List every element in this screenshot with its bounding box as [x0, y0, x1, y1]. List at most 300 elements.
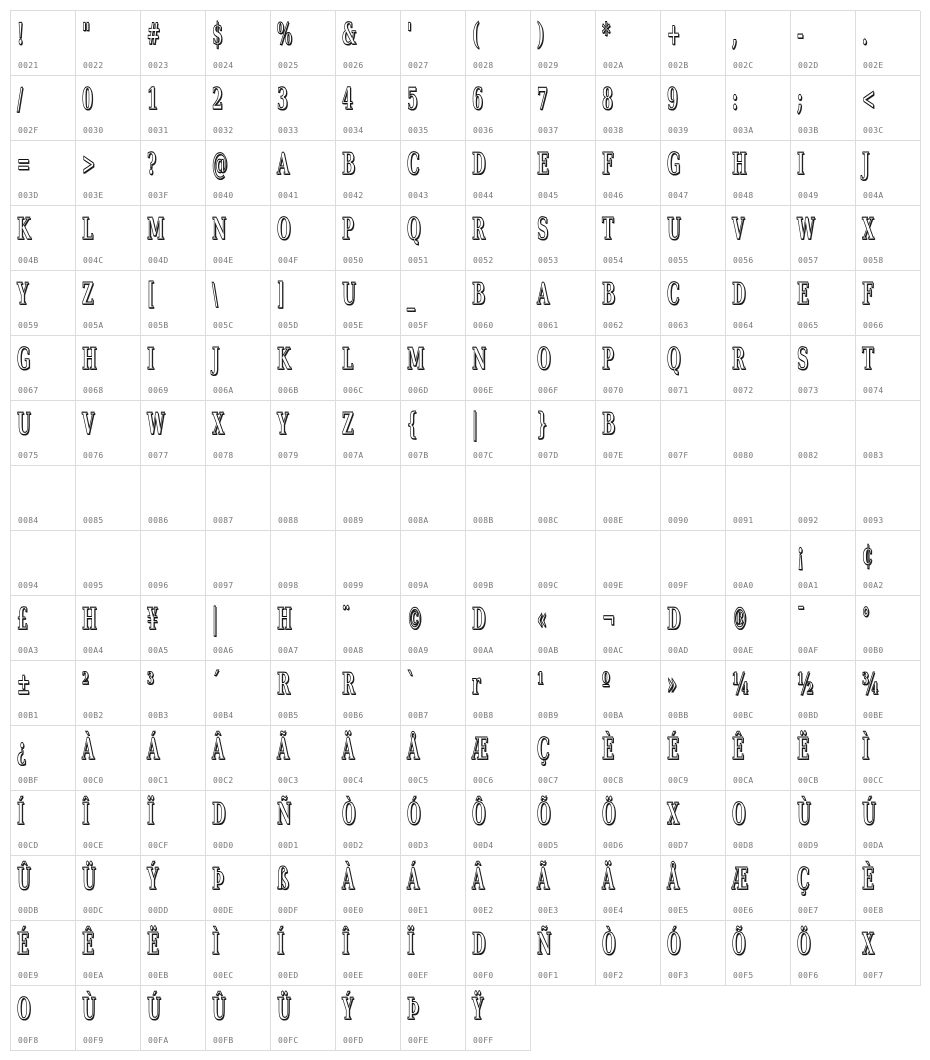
glyph-cell	[531, 466, 596, 531]
glyph-cell	[141, 921, 206, 986]
glyph-preview: É	[17, 927, 29, 962]
glyph-preview: Ò	[602, 927, 616, 962]
glyph-preview	[277, 533, 298, 579]
glyph-code-label: 00B5	[278, 711, 299, 720]
glyph-cell	[856, 531, 921, 596]
glyph-cell	[661, 401, 726, 466]
glyph-preview: &	[342, 17, 357, 52]
glyph-code-label: 0039	[668, 126, 689, 135]
glyph-preview: 4	[342, 82, 353, 117]
glyph-code-label: 00D2	[343, 841, 364, 850]
glyph-cell	[11, 726, 76, 791]
glyph-cell	[76, 336, 141, 401]
glyph-preview: Ý	[342, 992, 354, 1027]
glyph-cell	[141, 791, 206, 856]
glyph-preview: ´	[212, 667, 220, 702]
glyph-code-label: 0025	[278, 61, 299, 70]
glyph-preview: H	[277, 602, 292, 637]
glyph-code-label: 00A4	[83, 646, 104, 655]
glyph-code-label: 0079	[278, 451, 299, 460]
glyph-cell	[271, 661, 336, 726]
glyph-preview: À	[342, 862, 355, 897]
glyph-preview: ¥	[147, 602, 158, 637]
glyph-preview: O	[277, 212, 291, 247]
glyph-code-label: 0041	[278, 191, 299, 200]
glyph-preview: 2	[212, 82, 223, 117]
glyph-cell	[76, 141, 141, 206]
glyph-cell	[596, 206, 661, 271]
glyph-cell	[141, 596, 206, 661]
glyph-cell	[76, 726, 141, 791]
glyph-cell	[466, 596, 531, 661]
glyph-cell	[271, 921, 336, 986]
glyph-cell	[466, 336, 531, 401]
glyph-code-label: 00AB	[538, 646, 559, 655]
glyph-cell	[11, 986, 76, 1051]
glyph-code-label: 00A8	[343, 646, 364, 655]
glyph-code-label: 00FA	[148, 1036, 169, 1045]
glyph-code-label: 0043	[408, 191, 429, 200]
glyph-preview	[797, 468, 818, 514]
glyph-code-label: 009C	[538, 581, 559, 590]
glyph-preview: O	[732, 797, 746, 832]
glyph-cell	[791, 206, 856, 271]
glyph-cell	[141, 466, 206, 531]
glyph-preview: P	[602, 342, 614, 377]
glyph-cell	[466, 531, 531, 596]
glyph-code-label: 00FC	[278, 1036, 299, 1045]
glyph-preview	[147, 533, 168, 579]
glyph-code-label: 0083	[863, 451, 884, 460]
glyph-preview: Ë	[147, 927, 159, 962]
glyph-code-label: 0057	[798, 256, 819, 265]
glyph-code-label: 00AF	[798, 646, 819, 655]
glyph-code-label: 0046	[603, 191, 624, 200]
glyph-code-label: 00DA	[863, 841, 884, 850]
glyph-preview: Ã	[277, 732, 290, 767]
glyph-preview: U	[342, 277, 356, 312]
glyph-cell	[11, 141, 76, 206]
glyph-cell	[726, 466, 791, 531]
glyph-cell	[206, 661, 271, 726]
glyph-code-label: 003F	[148, 191, 169, 200]
glyph-preview: R	[472, 212, 485, 247]
glyph-code-label: 009B	[473, 581, 494, 590]
glyph-code-label: 002D	[798, 61, 819, 70]
glyph-code-label: 00AA	[473, 646, 494, 655]
glyph-cell	[791, 336, 856, 401]
glyph-code-label: 00B6	[343, 711, 364, 720]
glyph-code-label: 00C3	[278, 776, 299, 785]
glyph-cell	[596, 401, 661, 466]
glyph-cell	[76, 986, 141, 1051]
glyph-preview: J	[212, 342, 220, 377]
glyph-cell	[336, 596, 401, 661]
glyph-code-label: 004E	[213, 256, 234, 265]
glyph-cell	[141, 856, 206, 921]
glyph-preview: F	[602, 147, 614, 182]
glyph-code-label: 0073	[798, 386, 819, 395]
glyph-code-label: 0063	[668, 321, 689, 330]
glyph-cell	[661, 76, 726, 141]
glyph-cell	[791, 856, 856, 921]
glyph-cell	[791, 531, 856, 596]
glyph-cell	[726, 271, 791, 336]
glyph-preview: Û	[212, 992, 226, 1027]
glyph-code-label: 00C9	[668, 776, 689, 785]
glyph-cell	[726, 141, 791, 206]
glyph-code-label: 0048	[733, 191, 754, 200]
glyph-cell	[401, 271, 466, 336]
glyph-code-label: 0037	[538, 126, 559, 135]
glyph-code-label: 0069	[148, 386, 169, 395]
glyph-code-label: 004C	[83, 256, 104, 265]
glyph-preview: X	[862, 927, 875, 962]
glyph-cell	[11, 661, 76, 726]
glyph-cell	[271, 466, 336, 531]
glyph-code-label: 0066	[863, 321, 884, 330]
glyph-code-label: 00F9	[83, 1036, 104, 1045]
glyph-code-label: 0088	[278, 516, 299, 525]
glyph-preview	[537, 468, 558, 514]
glyph-code-label: 0089	[343, 516, 364, 525]
glyph-cell	[76, 596, 141, 661]
glyph-preview	[342, 533, 363, 579]
glyph-cell	[791, 76, 856, 141]
glyph-cell	[726, 856, 791, 921]
glyph-cell	[206, 986, 271, 1051]
glyph-preview: A	[537, 277, 550, 312]
glyph-cell	[336, 466, 401, 531]
glyph-code-label: 0067	[18, 386, 39, 395]
glyph-preview	[732, 403, 753, 449]
glyph-code-label: 00DE	[213, 906, 234, 915]
glyph-preview: É	[667, 732, 679, 767]
glyph-preview: <	[862, 82, 876, 117]
glyph-cell	[531, 206, 596, 271]
glyph-preview: P	[342, 212, 354, 247]
glyph-cell	[661, 466, 726, 531]
glyph-cell	[596, 141, 661, 206]
glyph-preview: @	[212, 147, 228, 182]
glyph-code-label: 003D	[18, 191, 39, 200]
glyph-cell	[141, 141, 206, 206]
glyph-preview	[147, 468, 168, 514]
glyph-preview: #	[147, 17, 161, 52]
glyph-cell	[856, 76, 921, 141]
glyph-code-label: 00AD	[668, 646, 689, 655]
glyph-cell	[336, 401, 401, 466]
glyph-code-label: 0028	[473, 61, 494, 70]
glyph-cell	[596, 531, 661, 596]
glyph-cell	[76, 531, 141, 596]
glyph-cell	[206, 401, 271, 466]
glyph-code-label: 0097	[213, 581, 234, 590]
glyph-cell	[271, 401, 336, 466]
glyph-code-label: 00D0	[213, 841, 234, 850]
glyph-preview	[732, 533, 753, 579]
glyph-preview: ¢	[862, 537, 873, 572]
glyph-preview: ]	[277, 277, 285, 312]
glyph-preview: Þ	[212, 862, 224, 897]
glyph-preview: Ô	[472, 797, 486, 832]
glyph-preview: X	[212, 407, 225, 442]
glyph-code-label: 00D6	[603, 841, 624, 850]
glyph-preview: »	[667, 667, 677, 702]
glyph-preview: 9	[667, 82, 678, 117]
glyph-cell	[856, 401, 921, 466]
glyph-cell	[206, 76, 271, 141]
glyph-cell	[661, 141, 726, 206]
glyph-code-label: 0078	[213, 451, 234, 460]
glyph-code-label: 006F	[538, 386, 559, 395]
glyph-code-label: 0038	[603, 126, 624, 135]
glyph-preview: [	[147, 277, 155, 312]
glyph-cell	[531, 856, 596, 921]
glyph-cell	[11, 791, 76, 856]
glyph-code-label: 0051	[408, 256, 429, 265]
glyph-preview: S	[797, 342, 809, 377]
glyph-preview: Æ	[732, 862, 749, 897]
glyph-code-label: 007E	[603, 451, 624, 460]
glyph-preview: B	[342, 147, 356, 182]
glyph-cell	[206, 856, 271, 921]
glyph-cell	[466, 726, 531, 791]
glyph-cell	[336, 531, 401, 596]
glyph-cell	[206, 11, 271, 76]
glyph-cell	[466, 76, 531, 141]
glyph-cell	[76, 206, 141, 271]
glyph-preview: Ö	[602, 797, 616, 832]
glyph-cell	[661, 726, 726, 791]
glyph-preview: Ä	[602, 862, 615, 897]
glyph-preview: Å	[667, 862, 680, 897]
glyph-code-label: 00BB	[668, 711, 689, 720]
glyph-code-label: 005F	[408, 321, 429, 330]
glyph-code-label: 00B4	[213, 711, 234, 720]
glyph-code-label: 0082	[798, 451, 819, 460]
glyph-code-label: 00D3	[408, 841, 429, 850]
glyph-preview: M	[407, 342, 425, 377]
glyph-cell	[726, 401, 791, 466]
glyph-preview: Ê	[82, 927, 94, 962]
glyph-grid	[10, 10, 920, 1051]
glyph-cell	[661, 596, 726, 661]
glyph-code-label: 0091	[733, 516, 754, 525]
glyph-preview	[667, 403, 688, 449]
glyph-code-label: 00E8	[863, 906, 884, 915]
glyph-preview: Í	[17, 797, 25, 832]
glyph-preview: Õ	[732, 927, 746, 962]
glyph-cell	[336, 791, 401, 856]
glyph-code-label: 0061	[538, 321, 559, 330]
glyph-preview: ³	[147, 667, 154, 702]
glyph-code-label: 0098	[278, 581, 299, 590]
glyph-preview: D	[667, 602, 681, 637]
glyph-code-label: 006B	[278, 386, 299, 395]
glyph-cell	[596, 791, 661, 856]
glyph-code-label: 00AE	[733, 646, 754, 655]
glyph-cell	[76, 856, 141, 921]
glyph-code-label: 0056	[733, 256, 754, 265]
glyph-code-label: 00A1	[798, 581, 819, 590]
glyph-cell	[856, 596, 921, 661]
glyph-code-label: 002A	[603, 61, 624, 70]
glyph-preview: N	[472, 342, 487, 377]
glyph-preview: 3	[277, 82, 288, 117]
glyph-preview: Õ	[537, 797, 551, 832]
glyph-cell	[466, 856, 531, 921]
glyph-preview: Æ	[472, 732, 489, 767]
glyph-preview: Z	[82, 277, 94, 312]
glyph-cell	[401, 726, 466, 791]
glyph-preview: R	[342, 667, 355, 702]
glyph-preview: S	[537, 212, 549, 247]
glyph-cell	[531, 271, 596, 336]
glyph-cell	[271, 271, 336, 336]
glyph-cell	[466, 466, 531, 531]
glyph-code-label: 00E4	[603, 906, 624, 915]
glyph-cell	[596, 596, 661, 661]
glyph-preview	[17, 468, 38, 514]
glyph-preview: Î	[82, 797, 90, 832]
glyph-cell	[76, 11, 141, 76]
glyph-code-label: 007F	[668, 451, 689, 460]
glyph-preview: H	[82, 342, 97, 377]
glyph-cell	[206, 531, 271, 596]
glyph-preview: D	[212, 797, 226, 832]
glyph-code-label: 0058	[863, 256, 884, 265]
glyph-code-label: 00A3	[18, 646, 39, 655]
glyph-preview: E	[537, 147, 549, 182]
glyph-cell	[76, 401, 141, 466]
glyph-cell	[401, 76, 466, 141]
glyph-code-label: 00B9	[538, 711, 559, 720]
glyph-cell	[141, 726, 206, 791]
glyph-cell	[336, 141, 401, 206]
glyph-code-label: 00BD	[798, 711, 819, 720]
glyph-cell	[856, 466, 921, 531]
glyph-code-label: 0044	[473, 191, 494, 200]
glyph-preview	[277, 468, 298, 514]
glyph-cell	[466, 986, 531, 1051]
glyph-code-label: 0050	[343, 256, 364, 265]
glyph-code-label: 004A	[863, 191, 884, 200]
glyph-preview: U	[17, 407, 31, 442]
glyph-preview: £	[17, 602, 28, 637]
glyph-preview: Ý	[147, 862, 159, 897]
glyph-preview	[602, 533, 623, 579]
glyph-code-label: 00D5	[538, 841, 559, 850]
glyph-code-label: 00BA	[603, 711, 624, 720]
glyph-code-label: 0042	[343, 191, 364, 200]
glyph-preview: B	[472, 277, 486, 312]
glyph-preview: r	[472, 667, 481, 702]
glyph-preview: Q	[667, 342, 681, 377]
glyph-preview: G	[17, 342, 31, 377]
glyph-preview: 5	[407, 82, 418, 117]
glyph-cell	[336, 661, 401, 726]
glyph-preview: ¨	[342, 602, 350, 637]
glyph-preview: Á	[407, 862, 420, 897]
glyph-preview: ¯	[797, 602, 805, 637]
glyph-code-label: 00B0	[863, 646, 884, 655]
glyph-preview: ¿	[17, 732, 27, 767]
glyph-preview: W	[147, 407, 165, 442]
glyph-cell	[531, 726, 596, 791]
glyph-code-label: 00B8	[473, 711, 494, 720]
glyph-cell	[596, 856, 661, 921]
glyph-preview: Ú	[862, 797, 876, 832]
glyph-preview: ;	[797, 82, 803, 117]
glyph-cell	[726, 661, 791, 726]
glyph-preview: O	[17, 992, 31, 1027]
glyph-preview	[82, 533, 103, 579]
glyph-code-label: 00FF	[473, 1036, 494, 1045]
glyph-cell	[791, 791, 856, 856]
glyph-preview: N	[212, 212, 227, 247]
glyph-preview: ?	[147, 147, 157, 182]
glyph-code-label: 004F	[278, 256, 299, 265]
glyph-code-label: 009F	[668, 581, 689, 590]
glyph-cell	[206, 141, 271, 206]
glyph-preview: ®	[732, 602, 748, 637]
glyph-preview: >	[82, 147, 96, 182]
glyph-cell	[271, 206, 336, 271]
glyph-code-label: 00B3	[148, 711, 169, 720]
glyph-cell	[531, 76, 596, 141]
glyph-code-label: 00E2	[473, 906, 494, 915]
glyph-cell	[726, 596, 791, 661]
glyph-cell	[336, 206, 401, 271]
glyph-preview	[797, 403, 818, 449]
glyph-code-label: 0030	[83, 126, 104, 135]
glyph-cell	[661, 856, 726, 921]
glyph-code-label: 0060	[473, 321, 494, 330]
glyph-code-label: 00BF	[18, 776, 39, 785]
glyph-code-label: 007A	[343, 451, 364, 460]
glyph-code-label: 00EB	[148, 971, 169, 980]
glyph-preview: D	[472, 147, 486, 182]
glyph-cell	[336, 856, 401, 921]
glyph-code-label: 008E	[603, 516, 624, 525]
glyph-preview: Ÿ	[472, 992, 484, 1027]
glyph-code-label: 00EE	[343, 971, 364, 980]
glyph-code-label: 002E	[863, 61, 884, 70]
glyph-cell	[791, 726, 856, 791]
glyph-code-label: 00D4	[473, 841, 494, 850]
glyph-preview: +	[667, 17, 681, 52]
glyph-preview: Á	[147, 732, 160, 767]
glyph-cell	[726, 791, 791, 856]
glyph-cell	[401, 596, 466, 661]
glyph-cell	[466, 141, 531, 206]
glyph-cell	[336, 986, 401, 1051]
glyph-preview: F	[862, 277, 874, 312]
glyph-cell	[791, 921, 856, 986]
glyph-cell	[401, 206, 466, 271]
glyph-cell	[791, 596, 856, 661]
glyph-code-label: 009A	[408, 581, 429, 590]
glyph-preview: :	[732, 82, 738, 117]
glyph-preview: Ã	[537, 862, 550, 897]
glyph-preview: R	[732, 342, 745, 377]
glyph-preview: Ñ	[277, 797, 292, 832]
glyph-cell	[596, 466, 661, 531]
glyph-preview: È	[862, 862, 874, 897]
glyph-cell	[206, 271, 271, 336]
glyph-cell	[271, 726, 336, 791]
